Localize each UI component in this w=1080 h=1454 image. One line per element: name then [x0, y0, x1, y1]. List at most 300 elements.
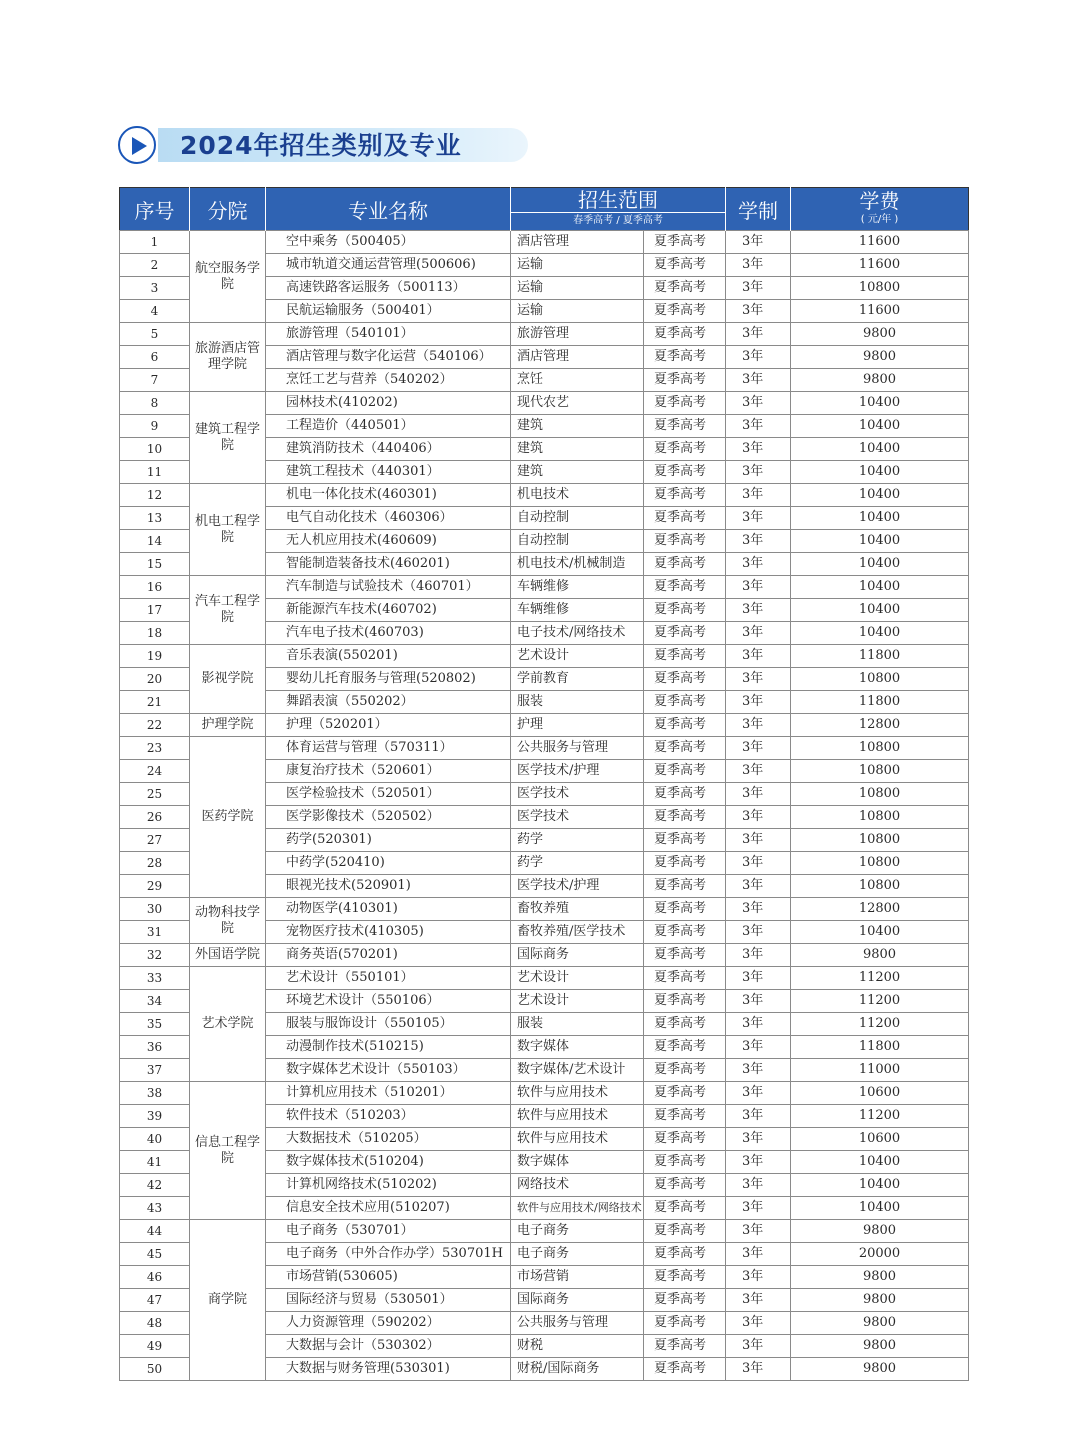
major-name: 新能源汽车技术(460702)	[266, 599, 511, 622]
spring-category: 机电技术/机械制造	[511, 553, 644, 576]
table-row	[120, 231, 969, 254]
table-row	[120, 576, 969, 599]
spring-category: 护理	[511, 714, 644, 737]
summer-category: 夏季高考	[644, 990, 726, 1013]
duration: 3年	[726, 691, 791, 714]
spring-category: 软件与应用技术	[511, 1082, 644, 1105]
spring-category: 车辆维修	[511, 576, 644, 599]
spring-category: 酒店管理	[511, 231, 644, 254]
spring-category: 车辆维修	[511, 599, 644, 622]
duration: 3年	[726, 1151, 791, 1174]
summer-category: 夏季高考	[644, 806, 726, 829]
tuition-fee: 10800	[791, 806, 969, 829]
summer-category: 夏季高考	[644, 1335, 726, 1358]
spring-category: 财税	[511, 1335, 644, 1358]
tuition-fee: 11200	[791, 1013, 969, 1036]
tuition-fee: 9800	[791, 1289, 969, 1312]
title-banner	[118, 126, 528, 166]
spring-category: 数字媒体/艺术设计	[511, 1059, 644, 1082]
summer-category: 夏季高考	[644, 1266, 726, 1289]
summer-category: 夏季高考	[644, 392, 726, 415]
summer-category: 夏季高考	[644, 1151, 726, 1174]
tuition-fee: 10400	[791, 507, 969, 530]
summer-category: 夏季高考	[644, 875, 726, 898]
table-row	[120, 1082, 969, 1105]
spring-category: 畜牧养殖/医学技术	[511, 921, 644, 944]
major-name: 动物医学(410301)	[266, 898, 511, 921]
major-name: 大数据与财务管理(530301)	[266, 1358, 511, 1381]
duration: 3年	[726, 1266, 791, 1289]
duration: 3年	[726, 622, 791, 645]
college-name: 商学院	[190, 1220, 266, 1381]
summer-category: 夏季高考	[644, 944, 726, 967]
duration: 3年	[726, 1335, 791, 1358]
duration: 3年	[726, 507, 791, 530]
summer-category: 夏季高考	[644, 1105, 726, 1128]
tuition-fee: 10800	[791, 829, 969, 852]
row-number: 18	[120, 622, 190, 645]
tuition-fee: 11800	[791, 1036, 969, 1059]
spring-category: 医学技术	[511, 783, 644, 806]
table-row	[120, 1220, 969, 1243]
row-number: 47	[120, 1289, 190, 1312]
row-number: 36	[120, 1036, 190, 1059]
summer-category: 夏季高考	[644, 1082, 726, 1105]
tuition-fee: 10400	[791, 1174, 969, 1197]
row-number: 46	[120, 1266, 190, 1289]
row-number: 16	[120, 576, 190, 599]
row-number: 38	[120, 1082, 190, 1105]
spring-category: 旅游管理	[511, 323, 644, 346]
major-name: 服装与服饰设计（550105）	[266, 1013, 511, 1036]
summer-category: 夏季高考	[644, 691, 726, 714]
duration: 3年	[726, 967, 791, 990]
summer-category: 夏季高考	[644, 277, 726, 300]
major-name: 动漫制作技术(510215)	[266, 1036, 511, 1059]
summer-category: 夏季高考	[644, 254, 726, 277]
summer-category: 夏季高考	[644, 1289, 726, 1312]
table-body	[120, 231, 969, 1381]
major-name: 护理（520201）	[266, 714, 511, 737]
tuition-fee: 11800	[791, 645, 969, 668]
row-number: 25	[120, 783, 190, 806]
row-number: 9	[120, 415, 190, 438]
major-name: 中药学(520410)	[266, 852, 511, 875]
spring-category: 现代农艺	[511, 392, 644, 415]
tuition-fee: 10400	[791, 461, 969, 484]
major-name: 无人机应用技术(460609)	[266, 530, 511, 553]
tuition-fee: 11800	[791, 691, 969, 714]
row-number: 5	[120, 323, 190, 346]
summer-category: 夏季高考	[644, 507, 726, 530]
spring-category: 公共服务与管理	[511, 737, 644, 760]
major-name: 计算机应用技术（510201）	[266, 1082, 511, 1105]
college-name: 旅游酒店管理学院	[190, 323, 266, 392]
tuition-fee: 11200	[791, 990, 969, 1013]
header-range-sub: 春季高考 / 夏季高考	[511, 212, 725, 227]
duration: 3年	[726, 783, 791, 806]
major-name: 人力资源管理（590202）	[266, 1312, 511, 1335]
table-row	[120, 944, 969, 967]
table-row	[120, 484, 969, 507]
tuition-fee: 10800	[791, 277, 969, 300]
tuition-fee: 11600	[791, 300, 969, 323]
major-name: 软件技术（510203）	[266, 1105, 511, 1128]
spring-category: 运输	[511, 254, 644, 277]
tuition-fee: 12800	[791, 714, 969, 737]
spring-category: 自动控制	[511, 507, 644, 530]
tuition-fee: 9800	[791, 1220, 969, 1243]
duration: 3年	[726, 300, 791, 323]
college-name: 外国语学院	[190, 944, 266, 967]
duration: 3年	[726, 1013, 791, 1036]
row-number: 15	[120, 553, 190, 576]
header-range-label: 招生范围	[578, 188, 658, 212]
major-name: 大数据与会计（530302）	[266, 1335, 511, 1358]
row-number: 7	[120, 369, 190, 392]
tuition-fee: 10800	[791, 737, 969, 760]
tuition-fee: 9800	[791, 323, 969, 346]
spring-category: 艺术设计	[511, 967, 644, 990]
major-name: 药学(520301)	[266, 829, 511, 852]
row-number: 20	[120, 668, 190, 691]
summer-category: 夏季高考	[644, 714, 726, 737]
row-number: 8	[120, 392, 190, 415]
table-header-row	[120, 188, 969, 231]
summer-category: 夏季高考	[644, 1197, 726, 1220]
major-name: 国际经济与贸易（530501）	[266, 1289, 511, 1312]
summer-category: 夏季高考	[644, 1358, 726, 1381]
college-name: 动物科技学院	[190, 898, 266, 944]
row-number: 23	[120, 737, 190, 760]
summer-category: 夏季高考	[644, 553, 726, 576]
summer-category: 夏季高考	[644, 323, 726, 346]
spring-category: 运输	[511, 277, 644, 300]
major-name: 汽车制造与试验技术（460701）	[266, 576, 511, 599]
college-name: 影视学院	[190, 645, 266, 714]
major-name: 市场营销(530605)	[266, 1266, 511, 1289]
major-name: 建筑消防技术（440406）	[266, 438, 511, 461]
duration: 3年	[726, 1197, 791, 1220]
header-fee-label: 学费	[859, 189, 900, 213]
table-row	[120, 967, 969, 990]
spring-category: 酒店管理	[511, 346, 644, 369]
duration: 3年	[726, 346, 791, 369]
summer-category: 夏季高考	[644, 438, 726, 461]
row-number: 10	[120, 438, 190, 461]
duration: 3年	[726, 277, 791, 300]
major-name: 医学影像技术（520502）	[266, 806, 511, 829]
duration: 3年	[726, 438, 791, 461]
spring-category: 医学技术/护理	[511, 875, 644, 898]
duration: 3年	[726, 829, 791, 852]
college-name: 汽车工程学院	[190, 576, 266, 645]
row-number: 22	[120, 714, 190, 737]
admissions-table	[119, 187, 969, 1381]
spring-category: 运输	[511, 300, 644, 323]
duration: 3年	[726, 599, 791, 622]
duration: 3年	[726, 875, 791, 898]
major-name: 汽车电子技术(460703)	[266, 622, 511, 645]
summer-category: 夏季高考	[644, 530, 726, 553]
major-name: 商务英语(570201)	[266, 944, 511, 967]
summer-category: 夏季高考	[644, 461, 726, 484]
duration: 3年	[726, 760, 791, 783]
duration: 3年	[726, 990, 791, 1013]
row-number: 44	[120, 1220, 190, 1243]
summer-category: 夏季高考	[644, 1312, 726, 1335]
table-row	[120, 645, 969, 668]
row-number: 31	[120, 921, 190, 944]
header-fee-unit: ( 元/年 )	[860, 214, 899, 225]
summer-category: 夏季高考	[644, 1243, 726, 1266]
spring-category: 药学	[511, 852, 644, 875]
row-number: 37	[120, 1059, 190, 1082]
summer-category: 夏季高考	[644, 622, 726, 645]
duration: 3年	[726, 806, 791, 829]
duration: 3年	[726, 898, 791, 921]
tuition-fee: 9800	[791, 346, 969, 369]
spring-category: 机电技术	[511, 484, 644, 507]
table-row	[120, 898, 969, 921]
duration: 3年	[726, 944, 791, 967]
major-name: 机电一体化技术(460301)	[266, 484, 511, 507]
summer-category: 夏季高考	[644, 369, 726, 392]
spring-category: 医学技术	[511, 806, 644, 829]
summer-category: 夏季高考	[644, 760, 726, 783]
duration: 3年	[726, 1243, 791, 1266]
duration: 3年	[726, 576, 791, 599]
spring-category: 电子技术/网络技术	[511, 622, 644, 645]
spring-category: 电子商务	[511, 1220, 644, 1243]
major-name: 电气自动化技术（460306）	[266, 507, 511, 530]
row-number: 6	[120, 346, 190, 369]
summer-category: 夏季高考	[644, 1220, 726, 1243]
major-name: 舞蹈表演（550202）	[266, 691, 511, 714]
spring-category: 电子商务	[511, 1243, 644, 1266]
summer-category: 夏季高考	[644, 1036, 726, 1059]
row-number: 2	[120, 254, 190, 277]
summer-category: 夏季高考	[644, 898, 726, 921]
spring-category: 服装	[511, 1013, 644, 1036]
major-name: 城市轨道交通运营管理(500606)	[266, 254, 511, 277]
duration: 3年	[726, 1312, 791, 1335]
tuition-fee: 11200	[791, 1105, 969, 1128]
row-number: 39	[120, 1105, 190, 1128]
row-number: 41	[120, 1151, 190, 1174]
tuition-fee: 11600	[791, 231, 969, 254]
table-row	[120, 392, 969, 415]
summer-category: 夏季高考	[644, 576, 726, 599]
duration: 3年	[726, 852, 791, 875]
duration: 3年	[726, 1174, 791, 1197]
row-number: 19	[120, 645, 190, 668]
duration: 3年	[726, 1289, 791, 1312]
table-row	[120, 714, 969, 737]
tuition-fee: 10600	[791, 1082, 969, 1105]
row-number: 26	[120, 806, 190, 829]
summer-category: 夏季高考	[644, 346, 726, 369]
major-name: 智能制造装备技术(460201)	[266, 553, 511, 576]
major-name: 电子商务（530701）	[266, 1220, 511, 1243]
spring-category: 服装	[511, 691, 644, 714]
tuition-fee: 10400	[791, 438, 969, 461]
major-name: 高速铁路客运服务（500113）	[266, 277, 511, 300]
duration: 3年	[726, 1220, 791, 1243]
summer-category: 夏季高考	[644, 1174, 726, 1197]
row-number: 21	[120, 691, 190, 714]
row-number: 12	[120, 484, 190, 507]
header-range	[511, 188, 726, 231]
duration: 3年	[726, 714, 791, 737]
tuition-fee: 10800	[791, 760, 969, 783]
duration: 3年	[726, 231, 791, 254]
spring-category: 软件与应用技术/网络技术	[511, 1197, 644, 1220]
tuition-fee: 12800	[791, 898, 969, 921]
major-name: 工程造价（440501）	[266, 415, 511, 438]
major-name: 酒店管理与数字化运营（540106）	[266, 346, 511, 369]
summer-category: 夏季高考	[644, 668, 726, 691]
row-number: 30	[120, 898, 190, 921]
tuition-fee: 9800	[791, 1266, 969, 1289]
college-name: 医药学院	[190, 737, 266, 898]
college-name: 护理学院	[190, 714, 266, 737]
spring-category: 国际商务	[511, 1289, 644, 1312]
spring-category: 畜牧养殖	[511, 898, 644, 921]
major-name: 环境艺术设计（550106）	[266, 990, 511, 1013]
spring-category: 自动控制	[511, 530, 644, 553]
duration: 3年	[726, 553, 791, 576]
duration: 3年	[726, 1082, 791, 1105]
tuition-fee: 10400	[791, 1197, 969, 1220]
major-name: 大数据技术（510205）	[266, 1128, 511, 1151]
row-number: 11	[120, 461, 190, 484]
major-name: 体育运营与管理（570311）	[266, 737, 511, 760]
tuition-fee: 9800	[791, 369, 969, 392]
duration: 3年	[726, 668, 791, 691]
tuition-fee: 10600	[791, 1128, 969, 1151]
header-no: 序号	[120, 188, 190, 231]
college-name: 航空服务学院	[190, 231, 266, 323]
spring-category: 烹饪	[511, 369, 644, 392]
summer-category: 夏季高考	[644, 1059, 726, 1082]
summer-category: 夏季高考	[644, 1013, 726, 1036]
row-number: 1	[120, 231, 190, 254]
major-name: 建筑工程技术（440301）	[266, 461, 511, 484]
row-number: 34	[120, 990, 190, 1013]
duration: 3年	[726, 323, 791, 346]
duration: 3年	[726, 1036, 791, 1059]
tuition-fee: 10400	[791, 1151, 969, 1174]
spring-category: 数字媒体	[511, 1151, 644, 1174]
summer-category: 夏季高考	[644, 645, 726, 668]
header-major: 专业名称	[266, 188, 511, 231]
tuition-fee: 10800	[791, 875, 969, 898]
tuition-fee: 10800	[791, 852, 969, 875]
tuition-fee: 11000	[791, 1059, 969, 1082]
major-name: 婴幼儿托育服务与管理(520802)	[266, 668, 511, 691]
tuition-fee: 10400	[791, 415, 969, 438]
summer-category: 夏季高考	[644, 231, 726, 254]
spring-category: 软件与应用技术	[511, 1128, 644, 1151]
duration: 3年	[726, 1105, 791, 1128]
row-number: 28	[120, 852, 190, 875]
spring-category: 国际商务	[511, 944, 644, 967]
major-name: 医学检验技术（520501）	[266, 783, 511, 806]
row-number: 3	[120, 277, 190, 300]
spring-category: 市场营销	[511, 1266, 644, 1289]
row-number: 50	[120, 1358, 190, 1381]
summer-category: 夏季高考	[644, 829, 726, 852]
page-title: 2024年招生类别及专业	[180, 131, 462, 160]
row-number: 32	[120, 944, 190, 967]
major-name: 数字媒体技术(510204)	[266, 1151, 511, 1174]
summer-category: 夏季高考	[644, 1128, 726, 1151]
row-number: 4	[120, 300, 190, 323]
tuition-fee: 9800	[791, 1358, 969, 1381]
duration: 3年	[726, 1128, 791, 1151]
row-number: 13	[120, 507, 190, 530]
spring-category: 建筑	[511, 415, 644, 438]
tuition-fee: 10400	[791, 530, 969, 553]
duration: 3年	[726, 369, 791, 392]
major-name: 信息安全技术应用(510207)	[266, 1197, 511, 1220]
spring-category: 数字媒体	[511, 1036, 644, 1059]
spring-category: 艺术设计	[511, 990, 644, 1013]
college-name: 信息工程学院	[190, 1082, 266, 1220]
major-name: 旅游管理（540101）	[266, 323, 511, 346]
duration: 3年	[726, 530, 791, 553]
row-number: 40	[120, 1128, 190, 1151]
duration: 3年	[726, 461, 791, 484]
header-college: 分院	[190, 188, 266, 231]
spring-category: 财税/国际商务	[511, 1358, 644, 1381]
row-number: 43	[120, 1197, 190, 1220]
spring-category: 网络技术	[511, 1174, 644, 1197]
duration: 3年	[726, 415, 791, 438]
spring-category: 软件与应用技术	[511, 1105, 644, 1128]
college-name: 艺术学院	[190, 967, 266, 1082]
summer-category: 夏季高考	[644, 852, 726, 875]
major-name: 空中乘务（500405）	[266, 231, 511, 254]
tuition-fee: 11600	[791, 254, 969, 277]
row-number: 24	[120, 760, 190, 783]
duration: 3年	[726, 254, 791, 277]
duration: 3年	[726, 1059, 791, 1082]
row-number: 29	[120, 875, 190, 898]
summer-category: 夏季高考	[644, 484, 726, 507]
summer-category: 夏季高考	[644, 300, 726, 323]
major-name: 宠物医疗技术(410305)	[266, 921, 511, 944]
college-name: 建筑工程学院	[190, 392, 266, 484]
major-name: 数字媒体艺术设计（550103）	[266, 1059, 511, 1082]
row-number: 27	[120, 829, 190, 852]
major-name: 园林技术(410202)	[266, 392, 511, 415]
tuition-fee: 10400	[791, 599, 969, 622]
summer-category: 夏季高考	[644, 599, 726, 622]
major-name: 康复治疗技术（520601）	[266, 760, 511, 783]
table-row	[120, 323, 969, 346]
major-name: 眼视光技术(520901)	[266, 875, 511, 898]
summer-category: 夏季高考	[644, 737, 726, 760]
spring-category: 建筑	[511, 461, 644, 484]
row-number: 45	[120, 1243, 190, 1266]
duration: 3年	[726, 484, 791, 507]
duration: 3年	[726, 921, 791, 944]
duration: 3年	[726, 737, 791, 760]
spring-category: 艺术设计	[511, 645, 644, 668]
header-fee	[791, 188, 969, 231]
